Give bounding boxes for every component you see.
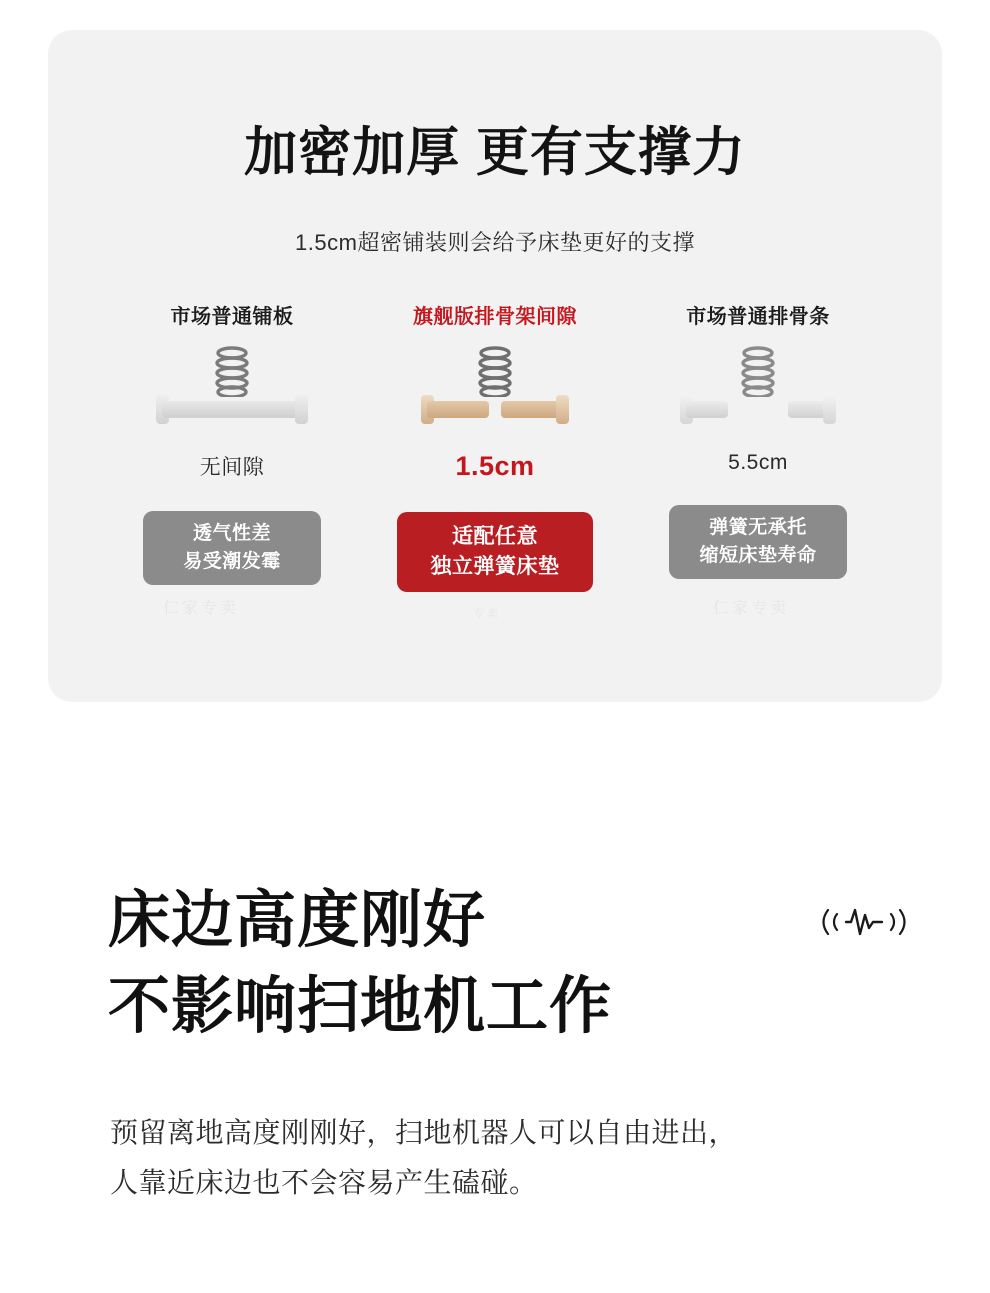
badge-line-2: 缩短床垫寿命 — [699, 545, 817, 566]
sound-wave-icon — [818, 898, 910, 946]
column-label: 旗舰版排骨架间隙 — [413, 306, 577, 328]
comparison-column-flagship-slats — [369, 300, 621, 592]
heading-line-1: 床边高度刚好 — [108, 886, 487, 955]
slat-left — [427, 401, 489, 418]
column-label: 市场普通排骨条 — [686, 306, 830, 328]
comparison-column-ordinary-slats — [632, 300, 884, 592]
board-end-cap-right — [823, 395, 836, 424]
heading-line-2: 不影响扫地机工作 — [108, 971, 613, 1041]
body-line-1: 预留离地高度刚刚好，扫地机器人可以自由进出， — [110, 1117, 738, 1148]
spring-icon — [472, 345, 518, 397]
comparison-columns — [48, 300, 942, 592]
board-surface — [162, 401, 302, 418]
feature-card — [48, 30, 942, 702]
board-end-cap-right — [556, 395, 569, 424]
section-heading — [108, 878, 612, 1049]
badge-line-1: 弹簧无承托 — [709, 517, 807, 539]
column-badge — [669, 505, 847, 579]
gap-value: 5.5cm — [728, 451, 788, 474]
spring-icon — [735, 345, 781, 397]
badge-line-2: 独立弹簧床垫 — [430, 555, 560, 578]
page-title: 加密加厚 更有支撑力 — [244, 123, 746, 182]
badge-line-2: 易受潮发霉 — [183, 551, 281, 572]
board-illustration — [638, 339, 878, 449]
badge-line-1: 透气性差 — [192, 523, 271, 545]
gap-value: 1.5cm — [455, 451, 535, 481]
board-illustration — [375, 339, 615, 449]
board-end-cap-right — [295, 395, 308, 424]
column-badge — [143, 511, 321, 585]
watermark: 仁家专卖 — [713, 600, 790, 617]
spring-icon — [209, 345, 255, 397]
watermark: 仁家专卖 — [163, 600, 240, 617]
gap-value: 无间隙 — [199, 456, 265, 479]
section-body — [110, 1108, 737, 1208]
column-badge — [397, 512, 593, 592]
column-label: 市场普通铺板 — [170, 306, 294, 328]
body-line-2: 人靠近床边也不会容易产生磕碰。 — [110, 1166, 538, 1198]
board-illustration — [112, 339, 352, 449]
slat-right — [501, 401, 563, 418]
slat-left — [686, 401, 728, 418]
watermark: 专卖 — [473, 608, 501, 620]
badge-line-1: 适配任意 — [452, 524, 538, 548]
page-subtitle: 1.5cm超密铺装则会给予床垫更好的支撑 — [295, 230, 695, 255]
comparison-column-ordinary-board — [106, 300, 358, 592]
